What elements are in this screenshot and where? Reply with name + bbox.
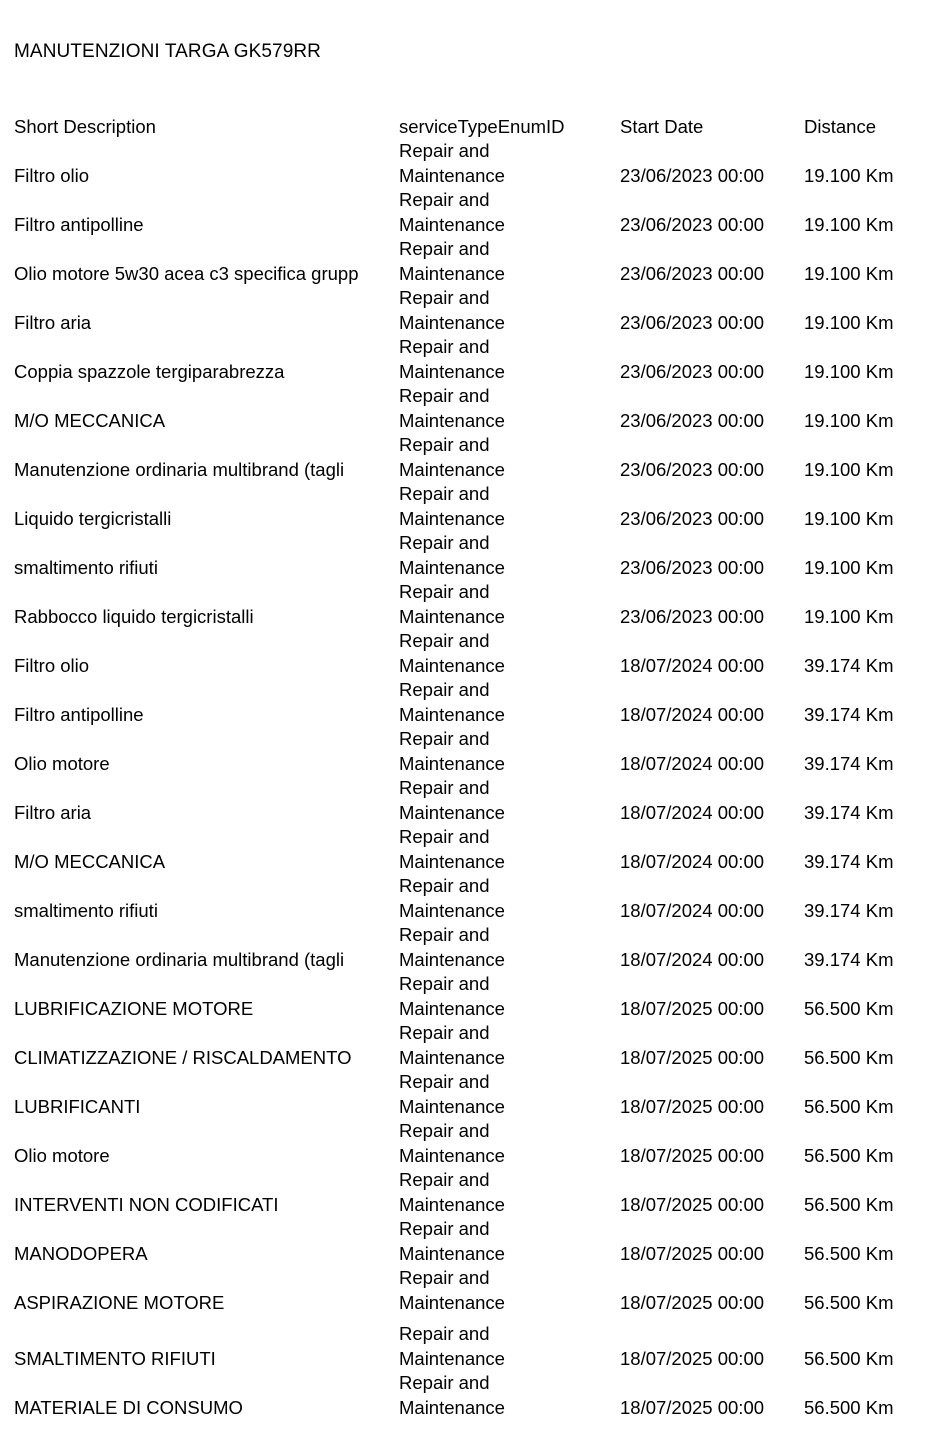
cell-distance: 19.100 Km xyxy=(804,214,894,235)
column-header-service-type: serviceTypeEnumID xyxy=(399,116,565,137)
cell-service-type: Repair and Maintenance xyxy=(399,336,505,382)
cell-start-date: 23/06/2023 00:00 xyxy=(620,606,765,627)
cell-short-description: Olio motore 5w30 acea c3 specifica grupp xyxy=(14,263,359,284)
cell-start-date: 23/06/2023 00:00 xyxy=(620,165,765,186)
table-row xyxy=(0,335,936,384)
cell-distance: 56.500 Km xyxy=(804,1397,894,1418)
cell-distance: 19.100 Km xyxy=(804,557,894,578)
maintenance-table xyxy=(0,115,936,1420)
table-row xyxy=(0,874,936,923)
table-row xyxy=(0,286,936,335)
cell-short-description: Manutenzione ordinaria multibrand (tagli xyxy=(14,949,345,970)
cell-service-type: Repair and Maintenance xyxy=(399,1169,505,1215)
cell-distance: 39.174 Km xyxy=(804,949,894,970)
cell-short-description: Filtro antipolline xyxy=(14,704,144,725)
cell-start-date: 18/07/2025 00:00 xyxy=(620,1047,765,1068)
cell-start-date: 23/06/2023 00:00 xyxy=(620,410,765,431)
cell-distance: 56.500 Km xyxy=(804,1047,894,1068)
table-row xyxy=(0,1371,936,1420)
cell-service-type: Repair and Maintenance xyxy=(399,924,505,970)
cell-start-date: 23/06/2023 00:00 xyxy=(620,508,765,529)
table-row xyxy=(0,1168,936,1217)
cell-service-type: Repair and Maintenance xyxy=(399,140,505,186)
cell-distance: 19.100 Km xyxy=(804,508,894,529)
cell-service-type: Repair and Maintenance xyxy=(399,679,505,725)
cell-short-description: Filtro aria xyxy=(14,802,92,823)
cell-short-description: MATERIALE DI CONSUMO xyxy=(14,1397,243,1418)
table-row xyxy=(0,923,936,972)
cell-service-type: Repair and Maintenance xyxy=(399,630,505,676)
cell-start-date: 18/07/2025 00:00 xyxy=(620,1194,765,1215)
table-row xyxy=(0,629,936,678)
table-row xyxy=(0,531,936,580)
cell-short-description: M/O MECCANICA xyxy=(14,410,166,431)
cell-start-date: 18/07/2024 00:00 xyxy=(620,704,765,725)
table-row xyxy=(0,1217,936,1266)
cell-start-date: 18/07/2024 00:00 xyxy=(620,949,765,970)
cell-service-type: Repair and Maintenance xyxy=(399,875,505,921)
cell-start-date: 23/06/2023 00:00 xyxy=(620,557,765,578)
cell-service-type: Repair and Maintenance xyxy=(399,287,505,333)
cell-distance: 39.174 Km xyxy=(804,704,894,725)
table-row xyxy=(0,384,936,433)
cell-start-date: 18/07/2025 00:00 xyxy=(620,1292,765,1313)
table-row xyxy=(0,482,936,531)
cell-service-type: Repair and Maintenance xyxy=(399,238,505,284)
cell-service-type: Repair and Maintenance xyxy=(399,1218,505,1264)
cell-distance: 19.100 Km xyxy=(804,263,894,284)
cell-short-description: smaltimento rifiuti xyxy=(14,557,158,578)
cell-short-description: Filtro olio xyxy=(14,165,90,186)
cell-start-date: 18/07/2024 00:00 xyxy=(620,655,765,676)
cell-distance: 56.500 Km xyxy=(804,998,894,1019)
cell-service-type: Repair and Maintenance xyxy=(399,483,505,529)
table-row xyxy=(0,433,936,482)
cell-service-type: Repair and Maintenance xyxy=(399,1372,505,1418)
cell-short-description: Coppia spazzole tergiparabrezza xyxy=(14,361,285,382)
table-row xyxy=(0,1119,936,1168)
cell-short-description: LUBRIFICANTI xyxy=(14,1096,141,1117)
table-row xyxy=(0,1322,936,1371)
table-row xyxy=(0,825,936,874)
cell-distance: 56.500 Km xyxy=(804,1096,894,1117)
cell-distance: 19.100 Km xyxy=(804,165,894,186)
cell-distance: 56.500 Km xyxy=(804,1194,894,1215)
cell-distance: 19.100 Km xyxy=(804,361,894,382)
cell-short-description: Manutenzione ordinaria multibrand (tagli xyxy=(14,459,345,480)
column-header-start-date: Start Date xyxy=(620,116,704,137)
cell-distance: 56.500 Km xyxy=(804,1145,894,1166)
cell-start-date: 18/07/2024 00:00 xyxy=(620,753,765,774)
table-row xyxy=(0,727,936,776)
cell-start-date: 18/07/2025 00:00 xyxy=(620,1145,765,1166)
cell-start-date: 23/06/2023 00:00 xyxy=(620,361,765,382)
cell-distance: 19.100 Km xyxy=(804,459,894,480)
cell-service-type: Repair and Maintenance xyxy=(399,1323,505,1369)
cell-short-description: smaltimento rifiuti xyxy=(14,900,158,921)
cell-service-type: Repair and Maintenance xyxy=(399,1267,505,1313)
cell-short-description: Olio motore xyxy=(14,1145,110,1166)
table-body xyxy=(0,139,936,1420)
cell-short-description: LUBRIFICAZIONE MOTORE xyxy=(14,998,254,1019)
table-row xyxy=(0,678,936,727)
table-row xyxy=(0,972,936,1021)
cell-distance: 56.500 Km xyxy=(804,1292,894,1313)
cell-service-type: Repair and Maintenance xyxy=(399,532,505,578)
cell-start-date: 23/06/2023 00:00 xyxy=(620,263,765,284)
cell-distance: 56.500 Km xyxy=(804,1348,894,1369)
cell-short-description: CLIMATIZZAZIONE / RISCALDAMENTO xyxy=(14,1047,352,1068)
cell-service-type: Repair and Maintenance xyxy=(399,826,505,872)
cell-service-type: Repair and Maintenance xyxy=(399,434,505,480)
cell-start-date: 18/07/2025 00:00 xyxy=(620,1096,765,1117)
cell-start-date: 18/07/2025 00:00 xyxy=(620,1348,765,1369)
cell-service-type: Repair and Maintenance xyxy=(399,728,505,774)
cell-short-description: Filtro antipolline xyxy=(14,214,144,235)
cell-distance: 39.174 Km xyxy=(804,900,894,921)
cell-short-description: SMALTIMENTO RIFIUTI xyxy=(14,1348,216,1369)
cell-distance: 39.174 Km xyxy=(804,753,894,774)
cell-short-description: ASPIRAZIONE MOTORE xyxy=(14,1292,225,1313)
cell-service-type: Repair and Maintenance xyxy=(399,1022,505,1068)
table-row xyxy=(0,580,936,629)
cell-start-date: 18/07/2024 00:00 xyxy=(620,900,765,921)
table-row xyxy=(0,188,936,237)
cell-distance: 39.174 Km xyxy=(804,802,894,823)
table-row xyxy=(0,776,936,825)
column-header-distance: Distance xyxy=(804,116,876,137)
cell-start-date: 23/06/2023 00:00 xyxy=(620,312,765,333)
cell-short-description: Liquido tergicristalli xyxy=(14,508,172,529)
cell-short-description: Olio motore xyxy=(14,753,110,774)
cell-service-type: Repair and Maintenance xyxy=(399,189,505,235)
cell-distance: 19.100 Km xyxy=(804,312,894,333)
cell-service-type: Repair and Maintenance xyxy=(399,1071,505,1117)
cell-distance: 19.100 Km xyxy=(804,410,894,431)
cell-service-type: Repair and Maintenance xyxy=(399,973,505,1019)
table-row xyxy=(0,1266,936,1315)
cell-service-type: Repair and Maintenance xyxy=(399,385,505,431)
cell-start-date: 23/06/2023 00:00 xyxy=(620,214,765,235)
cell-distance: 19.100 Km xyxy=(804,606,894,627)
cell-service-type: Repair and Maintenance xyxy=(399,581,505,627)
cell-distance: 56.500 Km xyxy=(804,1243,894,1264)
cell-service-type: Repair and Maintenance xyxy=(399,777,505,823)
column-header-short-description: Short Description xyxy=(14,116,156,137)
table-header-row xyxy=(0,115,936,139)
cell-short-description: Filtro olio xyxy=(14,655,90,676)
cell-distance: 39.174 Km xyxy=(804,655,894,676)
cell-distance: 39.174 Km xyxy=(804,851,894,872)
table-row xyxy=(0,1070,936,1119)
table-row xyxy=(0,1021,936,1070)
cell-short-description: Filtro aria xyxy=(14,312,92,333)
cell-short-description: INTERVENTI NON CODIFICATI xyxy=(14,1194,279,1215)
cell-start-date: 18/07/2024 00:00 xyxy=(620,851,765,872)
cell-short-description: MANODOPERA xyxy=(14,1243,148,1264)
table-row xyxy=(0,237,936,286)
cell-start-date: 23/06/2023 00:00 xyxy=(620,459,765,480)
cell-start-date: 18/07/2025 00:00 xyxy=(620,1243,765,1264)
cell-short-description: Rabbocco liquido tergicristalli xyxy=(14,606,254,627)
table-row xyxy=(0,139,936,188)
cell-start-date: 18/07/2025 00:00 xyxy=(620,998,765,1019)
cell-short-description: M/O MECCANICA xyxy=(14,851,166,872)
cell-start-date: 18/07/2025 00:00 xyxy=(620,1397,765,1418)
cell-start-date: 18/07/2024 00:00 xyxy=(620,802,765,823)
cell-service-type: Repair and Maintenance xyxy=(399,1120,505,1166)
page-title: MANUTENZIONI TARGA GK579RR xyxy=(14,41,322,62)
